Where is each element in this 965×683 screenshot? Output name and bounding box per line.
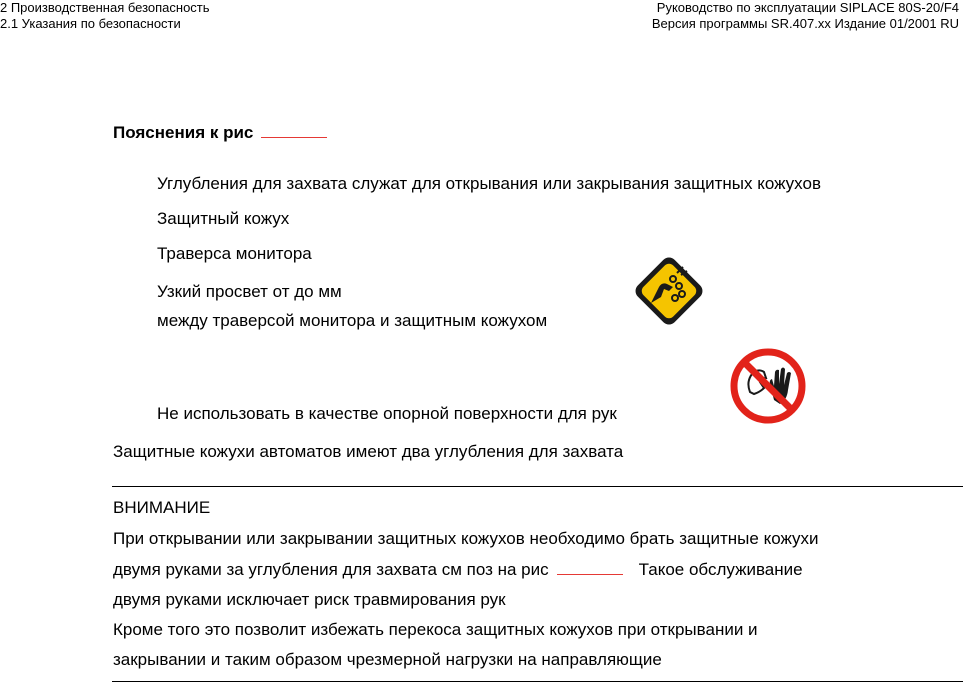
chapter-title: 2 Производственная безопасность: [0, 0, 210, 15]
figure-reference-link-2[interactable]: [557, 574, 623, 575]
explanation-item-4-cont: между траверсой монитора и защитным кожухом: [157, 311, 548, 330]
attention-line-5: закрывании и таким образом чрезмерной нагрузки на направляющие: [113, 650, 662, 669]
explanation-item-4: Узкий просвет от до мм: [157, 282, 342, 301]
header-right: [652, 0, 959, 32]
explanation-title: [113, 122, 327, 144]
explanation-item-1: Углубления для захвата служат для открывания или закрывания защитных кожухов: [157, 174, 821, 193]
section-title: 2.1 Указания по безопасности: [0, 16, 181, 31]
manual-title: Руководство по эксплуатации SIPLACE 80S-20/F4: [656, 0, 959, 15]
explanation-item-2: Защитный кожух: [157, 209, 290, 228]
attention-line-2-end: Такое обслуживание: [638, 560, 803, 579]
header-left: [0, 0, 210, 32]
summary-text: Защитные кожухи автоматов имеют два углубления для захвата: [113, 442, 624, 461]
attention-line-1: При открывании или закрывании защитных кожухов необходимо брать защитные кожухи: [113, 529, 819, 548]
attention-bottom-divider: [112, 681, 963, 682]
figure-reference-link[interactable]: [261, 137, 327, 138]
hand-pinch-warning-icon: [629, 251, 709, 331]
attention-line-2: [113, 559, 803, 581]
attention-top-divider: [112, 486, 963, 487]
attention-line-2-start: двумя руками за углубления для захвата см поз на рис: [113, 560, 549, 579]
explanation-item-3: Траверса монитора: [157, 244, 312, 263]
explanation-item-5: Не использовать в качестве опорной поверхности для рук: [157, 404, 617, 423]
attention-heading: ВНИМАНИЕ: [113, 498, 211, 517]
attention-line-4: Кроме того это позволит избежать перекоса защитных кожухов при открывании и: [113, 620, 758, 639]
no-hands-prohibition-icon: [730, 348, 806, 424]
attention-line-3: двумя руками исключает риск травмирования рук: [113, 590, 506, 609]
explanation-title-text: Пояснения к рис: [113, 123, 254, 142]
version-info: Версия программы SR.407.xx Издание 01/2001 RU: [651, 16, 959, 31]
